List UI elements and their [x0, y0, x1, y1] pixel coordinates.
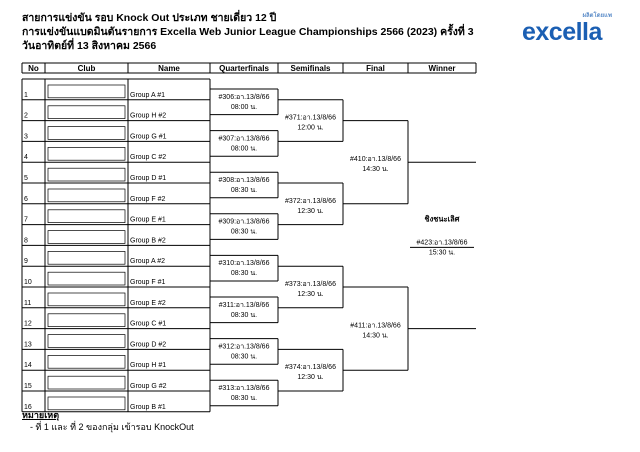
club-cell [48, 293, 125, 306]
row-name: Group E #1 [130, 216, 166, 224]
club-cell [48, 127, 125, 140]
qf-time-label: 08:00 น. [230, 145, 258, 153]
qf-time-label: 08:30 น. [230, 228, 258, 236]
header-winner: Winner [428, 64, 456, 73]
club-cell [48, 335, 125, 348]
qf-match-label: #313:อา.13/8/66 [218, 385, 270, 392]
qf-time-label: 08:30 น. [230, 353, 258, 361]
row-number: 2 [24, 112, 28, 120]
qf-match-label: #308:อา.13/8/66 [218, 177, 270, 184]
row-name: Group C #2 [130, 154, 167, 162]
row-name: Group G #2 [130, 383, 167, 390]
row-number: 3 [24, 133, 28, 141]
final-match-label: #411:อา.13/8/66 [350, 322, 401, 330]
tournament-name: การแข่งขันแบดมินตันรายการ Excella Web Junior League Championships 2566 (2023) ครั้งที่ 3 [22, 26, 474, 38]
club-cell [48, 376, 125, 389]
row-number: 6 [24, 195, 28, 203]
final-match-label: #410:อา.13/8/66 [350, 156, 401, 164]
final-time-label: 14:30 น. [362, 332, 389, 340]
row-number: 12 [24, 320, 32, 328]
row-name: Group G #1 [130, 133, 167, 141]
row-number: 1 [24, 91, 28, 99]
row-name: Group H #2 [130, 112, 167, 120]
row-name: Group H #1 [130, 362, 167, 370]
header-quarterfinals: Quarterfinals [219, 64, 269, 73]
sf-time-label: 12:00 น. [297, 124, 324, 132]
club-cell [48, 147, 125, 160]
club-cell [48, 231, 125, 244]
sf-time-label: 12:30 น. [297, 207, 324, 215]
row-number: 4 [24, 154, 28, 162]
header-name: Name [158, 64, 180, 73]
header-semifinals: Semifinals [290, 64, 331, 73]
row-number: 8 [24, 237, 28, 245]
club-cell [48, 251, 125, 264]
header-final: Final [366, 64, 385, 73]
logo-wordmark: excella [522, 18, 602, 46]
club-cell [48, 168, 125, 181]
note-title: หมายเหตุ [22, 410, 60, 420]
row-name: Group A #1 [130, 91, 166, 99]
row-number: 14 [24, 362, 32, 370]
sf-match-label: #371:อา.13/8/66 [285, 114, 336, 122]
row-name: Group C #1 [130, 320, 167, 328]
qf-match-label: #309:อา.13/8/66 [218, 218, 270, 226]
club-cell [48, 106, 125, 119]
header-no: No [28, 64, 39, 73]
qf-time-label: 08:00 น. [230, 103, 258, 111]
club-cell [48, 355, 125, 368]
club-cell [48, 272, 125, 285]
row-name: Group D #2 [130, 341, 167, 349]
qf-match-label: #311:อา.13/8/66 [218, 301, 270, 309]
row-number: 13 [24, 341, 32, 349]
row-name: Group B #2 [130, 237, 166, 245]
row-number: 11 [24, 299, 32, 307]
qf-time-label: 08:30 น. [230, 395, 258, 402]
row-number: 9 [24, 258, 28, 266]
final-time-label: 14:30 น. [362, 166, 389, 174]
championship-time-label: 15:30 น. [428, 249, 456, 257]
header-club: Club [77, 64, 96, 73]
sf-time-label: 12:30 น. [297, 374, 324, 382]
qf-time-label: 08:30 น. [230, 270, 258, 278]
qf-match-label: #306:อา.13/8/66 [218, 93, 270, 101]
page-title: สายการแข่งขัน รอบ Knock Out ประเภท ชายเดี่ยว 12 ปี [22, 12, 277, 24]
qf-match-label: #310:อา.13/8/66 [218, 260, 270, 268]
sf-match-label: #374:อา.13/8/66 [285, 364, 336, 372]
row-name: Group A #2 [130, 258, 166, 266]
row-number: 5 [24, 175, 28, 182]
club-cell [48, 85, 125, 98]
row-number: 7 [24, 216, 28, 224]
row-name: Group E #2 [130, 299, 166, 307]
championship-title: ชิงชนะเลิศ [424, 214, 460, 224]
row-name: Group B #1 [130, 403, 166, 411]
qf-match-label: #307:อา.13/8/66 [218, 135, 270, 143]
club-cell [48, 314, 125, 327]
club-cell [48, 189, 125, 202]
sf-match-label: #372:อา.13/8/66 [285, 197, 336, 205]
note-text: - ที่ 1 และ ที่ 2 ของกลุ่ม เข้ารอบ KnockOut [30, 422, 194, 432]
club-cell [48, 397, 125, 410]
row-number: 16 [24, 403, 32, 411]
logo-small-text: ผลิตโดยแพ [582, 13, 612, 19]
row-name: Group D #1 [130, 175, 167, 182]
qf-match-label: #312:อา.13/8/66 [218, 343, 270, 351]
row-number: 15 [24, 383, 32, 390]
row-number: 10 [24, 279, 32, 286]
qf-time-label: 08:30 น. [230, 187, 258, 194]
sf-time-label: 12:30 น. [297, 291, 324, 298]
club-cell [48, 210, 125, 223]
row-name: Group F #1 [130, 279, 166, 286]
sf-match-label: #373:อา.13/8/66 [285, 281, 336, 288]
event-date: วันอาทิตย์ที่ 13 สิงหาคม 2566 [22, 40, 157, 52]
qf-time-label: 08:30 น. [230, 311, 258, 319]
championship-match-label: #423:อา.13/8/66 [416, 239, 468, 247]
row-name: Group F #2 [130, 195, 166, 203]
